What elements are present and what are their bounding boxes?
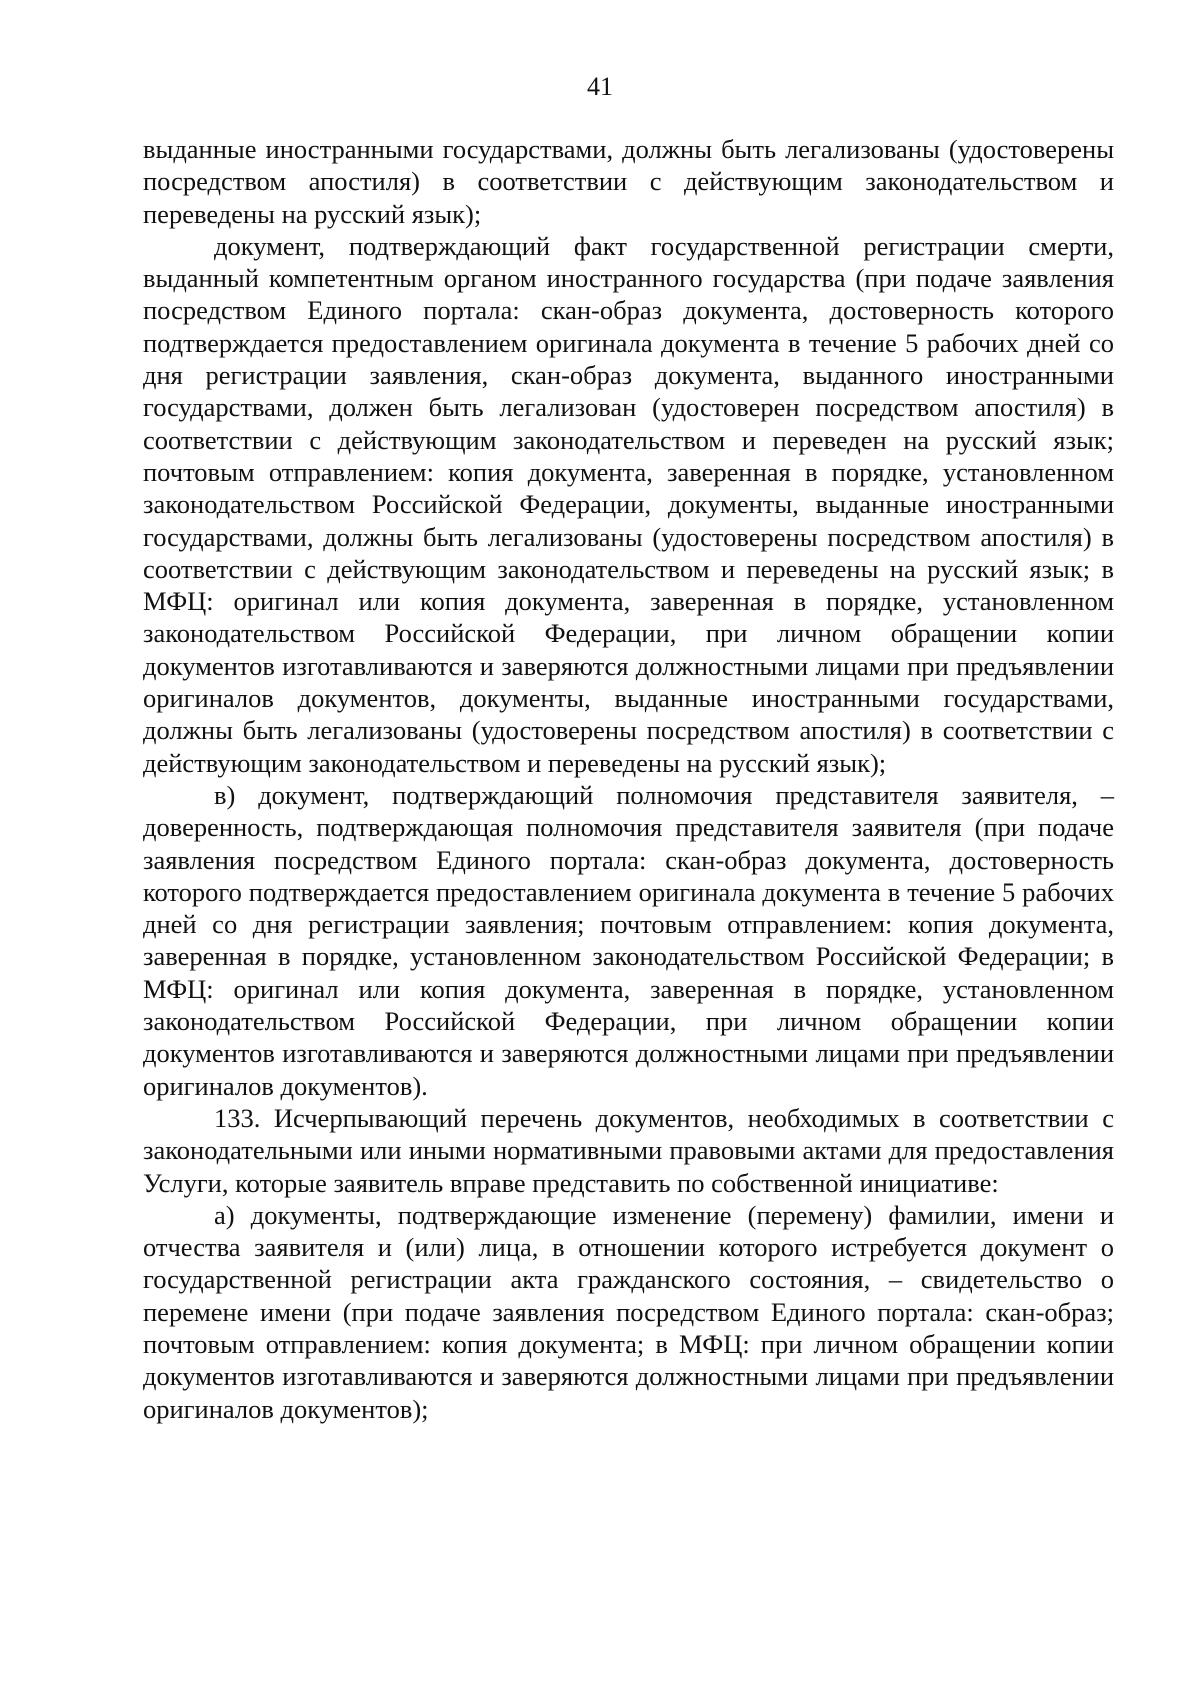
paragraph-clause-133: 133. Исчерпывающий перечень документов, необходимых в соответствии с законодательными или иными нормативными правовыми актами для предоставления Услуги, которые заявитель вправе представить по собственной инициативе:: [143, 1102, 1114, 1198]
paragraph-death-registration-document: документ, подтверждающий факт государственной регистрации смерти, выданный компетентным органом иностранного государства (при подаче заявления посредством Единого портала: скан-образ документа, достоверность которого подтверждается предоставлением оригинала документа в течение 5 рабочих дней со дня регистрации заявления, скан-образ документа, выданного иностранными государствами, должен быть легализован (удостоверен посредством апостиля) в соответствии с действующим законодательством и переведен на русский язык; почтовым отправлением: копия документа, заверенная в порядке, установленном законодательством Российской Федерации, документы, выданные иностранными государствами, должны быть легализованы (удостоверены посредством апостиля) в соответствии с действующим законодательством и переведены на русский язык; в МФЦ: оригинал или копия документа, заверенная в порядке, установленном законодательством Российской Федерации, при личном обращении копии документов изготавливаются и заверяются должностными лицами при предъявлении оригиналов документов, документы, выданные иностранными государствами, должны быть легализованы (удостоверены посредством апостиля) в соответствии с действующим законодательством и переведены на русский язык);: [143, 230, 1114, 778]
paragraph-continuation: выданные иностранными государствами, должны быть легализованы (удостоверены посредством апостиля) в соответствии с действующим законодательством и переведены на русский язык);: [143, 134, 1114, 229]
document-body: [143, 133, 1114, 1425]
paragraph-name-change-documents: а) документы, подтверждающие изменение (перемену) фамилии, имени и отчества заявителя и (или) лица, в отношении которого истребуется документ о государственной регистрации акта гражданского состояния, – свидетельство о перемене имени (при подаче заявления посредством Единого портала: скан-образ; почтовым отправлением: копия документа; в МФЦ: при личном обращении копии документов изготавливаются и заверяются должностными лицами при предъявлении оригиналов документов);: [143, 1199, 1114, 1424]
page-number: 41: [587, 72, 613, 101]
paragraph-representative-authority: в) документ, подтверждающий полномочия представителя заявителя, – доверенность, подтверждающая полномочия представителя заявителя (при подаче заявления посредством Единого портала: скан-образ документа, достоверность которого подтверждается предоставлением оригинала документа в течение 5 рабочих дней со дня регистрации заявления; почтовым отправлением: копия документа, заверенная в порядке, установленном законодательством Российской Федерации; в МФЦ: оригинал или копия документа, заверенная в порядке, установленном законодательством Российской Федерации, при личном обращении копии документов изготавливаются и заверяются должностными лицами при предъявлении оригиналов документов).: [143, 779, 1114, 1101]
